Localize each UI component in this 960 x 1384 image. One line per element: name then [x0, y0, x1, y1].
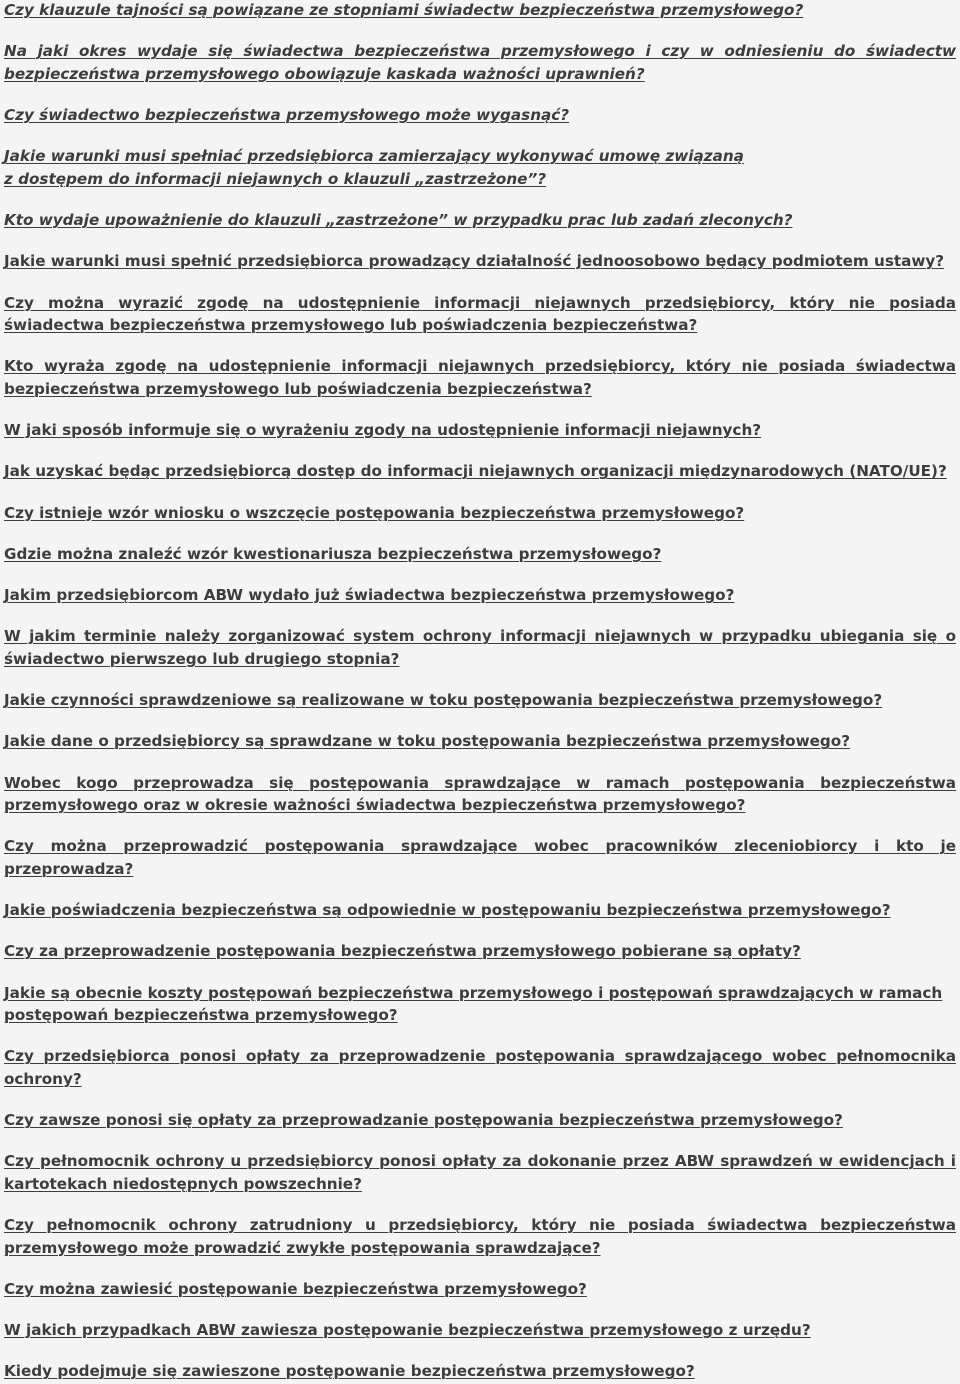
- question-link[interactable]: [4, 584, 956, 607]
- question-link-text[interactable]: Czy pełnomocnik ochrony u przedsiębiorcy ponosi opłaty za dokonanie przez ABW sprawdzeń w ewidencjach i: [4, 1152, 956, 1171]
- question-link[interactable]: [4, 460, 956, 483]
- question-link[interactable]: [4, 543, 956, 566]
- question-link[interactable]: [4, 104, 956, 127]
- question-link-text[interactable]: Czy można zawiesić postępowanie bezpieczeństwa przemysłowego?: [4, 1279, 587, 1298]
- question-link[interactable]: [4, 355, 956, 400]
- question-link-text[interactable]: Jakie czynności sprawdzeniowe są realizowane w toku postępowania bezpieczeństwa przemysłowego?: [4, 691, 883, 709]
- question-link-text[interactable]: Czy pełnomocnik ochrony zatrudniony u przedsiębiorcy, który nie posiada świadectwa bezpieczeństwa: [4, 1216, 956, 1234]
- question-link-text[interactable]: Czy świadectwo bezpieczeństwa przemysłowego może wygasnąć?: [4, 106, 570, 124]
- question-link-text[interactable]: Kiedy podejmuje się zawieszone postępowanie bezpieczeństwa przemysłowego?: [4, 1362, 695, 1381]
- question-link-text[interactable]: Kto wyraża zgodę na udostępnienie informacji niejawnych przedsiębiorcy, który nie posiada świadectwa: [4, 357, 956, 376]
- question-link-text[interactable]: W jakim terminie należy zorganizować system ochrony informacji niejawnych w przypadku ubiegania się o: [4, 627, 956, 646]
- question-link-text[interactable]: W jakich przypadkach ABW zawiesza postępowanie bezpieczeństwa przemysłowego z urzędu?: [4, 1321, 811, 1339]
- question-link[interactable]: [4, 1150, 956, 1195]
- question-link[interactable]: [4, 292, 956, 337]
- question-link[interactable]: [4, 1319, 956, 1342]
- question-link[interactable]: [4, 209, 956, 232]
- question-link[interactable]: [4, 1278, 956, 1301]
- question-link[interactable]: [4, 40, 956, 85]
- question-link-text[interactable]: bezpieczeństwa przemysłowego obowiązuje kaskada ważności uprawnień?: [4, 64, 645, 83]
- question-link-text[interactable]: postępowań bezpieczeństwa przemysłowego?: [4, 1006, 398, 1024]
- question-link-text[interactable]: bezpieczeństwa przemysłowego lub poświadczenia bezpieczeństwa?: [4, 379, 592, 398]
- question-link-text[interactable]: Jak uzyskać będąc przedsiębiorcą dostęp do informacji niejawnych organizacji międzynarodowych (NATO/UE)?: [4, 462, 947, 481]
- question-link-text[interactable]: Czy klauzule tajności są powiązane ze stopniami świadectw bezpieczeństwa przemysłowego?: [4, 1, 804, 19]
- question-link-text[interactable]: Jakie są obecnie koszty postępowań bezpieczeństwa przemysłowego i postępowań sprawdzających w ramach: [4, 983, 943, 1002]
- question-link-text[interactable]: Czy istnieje wzór wniosku o wszczęcie postępowania bezpieczeństwa przemysłowego?: [4, 503, 745, 522]
- question-link[interactable]: [4, 730, 956, 753]
- question-link-text[interactable]: świadectwo pierwszego lub drugiego stopnia?: [4, 649, 400, 668]
- question-link[interactable]: [4, 982, 956, 1027]
- question-link[interactable]: [4, 899, 956, 922]
- question-link[interactable]: [4, 145, 956, 190]
- question-link-text[interactable]: Kto wydaje upoważnienie do klauzuli „zastrzeżone” w przypadku prac lub zadań zleconych?: [4, 211, 793, 229]
- question-link[interactable]: [4, 689, 956, 712]
- question-link-text[interactable]: Czy można przeprowadzić postępowania sprawdzające wobec pracowników zleceniobiorcy i kto je: [4, 837, 956, 856]
- question-link-text[interactable]: Czy można wyrazić zgodę na udostępnienie informacji niejawnych przedsiębiorcy, który nie posiada: [4, 293, 956, 312]
- question-link-text[interactable]: przemysłowego może prowadzić zwykłe postępowania sprawdzające?: [4, 1238, 601, 1257]
- question-link[interactable]: [4, 772, 956, 817]
- question-link[interactable]: [4, 835, 956, 880]
- question-link-text[interactable]: Jakim przedsiębiorcom ABW wydało już świadectwa bezpieczeństwa przemysłowego?: [4, 586, 735, 604]
- question-list: [4, 0, 956, 1384]
- question-link[interactable]: [4, 625, 956, 670]
- question-link-text[interactable]: Jakie poświadczenia bezpieczeństwa są odpowiednie w postępowaniu bezpieczeństwa przemysłowego?: [4, 901, 891, 919]
- question-link-text[interactable]: Jakie warunki musi spełnić przedsiębiorca prowadzący działalność jednoosobowo będący podmiotem ustawy?: [4, 252, 945, 271]
- question-link-text[interactable]: Jakie dane o przedsiębiorcy są sprawdzane w toku postępowania bezpieczeństwa przemysłowego?: [4, 732, 851, 751]
- question-link[interactable]: [4, 1109, 956, 1132]
- question-link-text[interactable]: z dostępem do informacji niejawnych o klauzuli „zastrzeżone”?: [4, 169, 547, 188]
- question-link-text[interactable]: Gdzie można znaleźć wzór kwestionariusza bezpieczeństwa przemysłowego?: [4, 544, 662, 563]
- question-link[interactable]: [4, 1045, 956, 1090]
- question-link[interactable]: [4, 502, 956, 525]
- question-link-text[interactable]: Czy przedsiębiorca ponosi opłaty za przeprowadzenie postępowania sprawdzającego wobec pełnomocnika: [4, 1047, 956, 1066]
- question-link[interactable]: [4, 250, 956, 273]
- question-link-text[interactable]: przemysłowego oraz w okresie ważności świadectwa bezpieczeństwa przemysłowego?: [4, 796, 746, 814]
- question-link[interactable]: [4, 1360, 956, 1383]
- question-link-text[interactable]: ochrony?: [4, 1069, 82, 1088]
- question-link-text[interactable]: świadectwa bezpieczeństwa przemysłowego lub poświadczenia bezpieczeństwa?: [4, 316, 698, 334]
- question-link-text[interactable]: kartotekach niedostępnych powszechnie?: [4, 1174, 362, 1193]
- question-link-text[interactable]: Wobec kogo przeprowadza się postępowania sprawdzające w ramach postępowania bezpieczeństwa: [4, 773, 956, 792]
- question-link-text[interactable]: Czy za przeprowadzenie postępowania bezpieczeństwa przemysłowego pobierane są opłaty?: [4, 942, 801, 961]
- question-link[interactable]: [4, 0, 956, 22]
- question-link-text[interactable]: przeprowadza?: [4, 859, 134, 878]
- question-link-text[interactable]: Jakie warunki musi spełniać przedsiębiorca zamierzający wykonywać umowę związaną: [4, 147, 744, 166]
- question-link[interactable]: [4, 419, 956, 442]
- question-link-text[interactable]: W jaki sposób informuje się o wyrażeniu zgody na udostępnienie informacji niejawnych?: [4, 421, 762, 439]
- question-link[interactable]: [4, 940, 956, 963]
- question-link-text[interactable]: Czy zawsze ponosi się opłaty za przeprowadzanie postępowania bezpieczeństwa przemysłowego?: [4, 1111, 843, 1129]
- question-link-text[interactable]: Na jaki okres wydaje się świadectwa bezpieczeństwa przemysłowego i czy w odniesieniu do świadectw: [4, 42, 956, 61]
- question-link[interactable]: [4, 1214, 956, 1259]
